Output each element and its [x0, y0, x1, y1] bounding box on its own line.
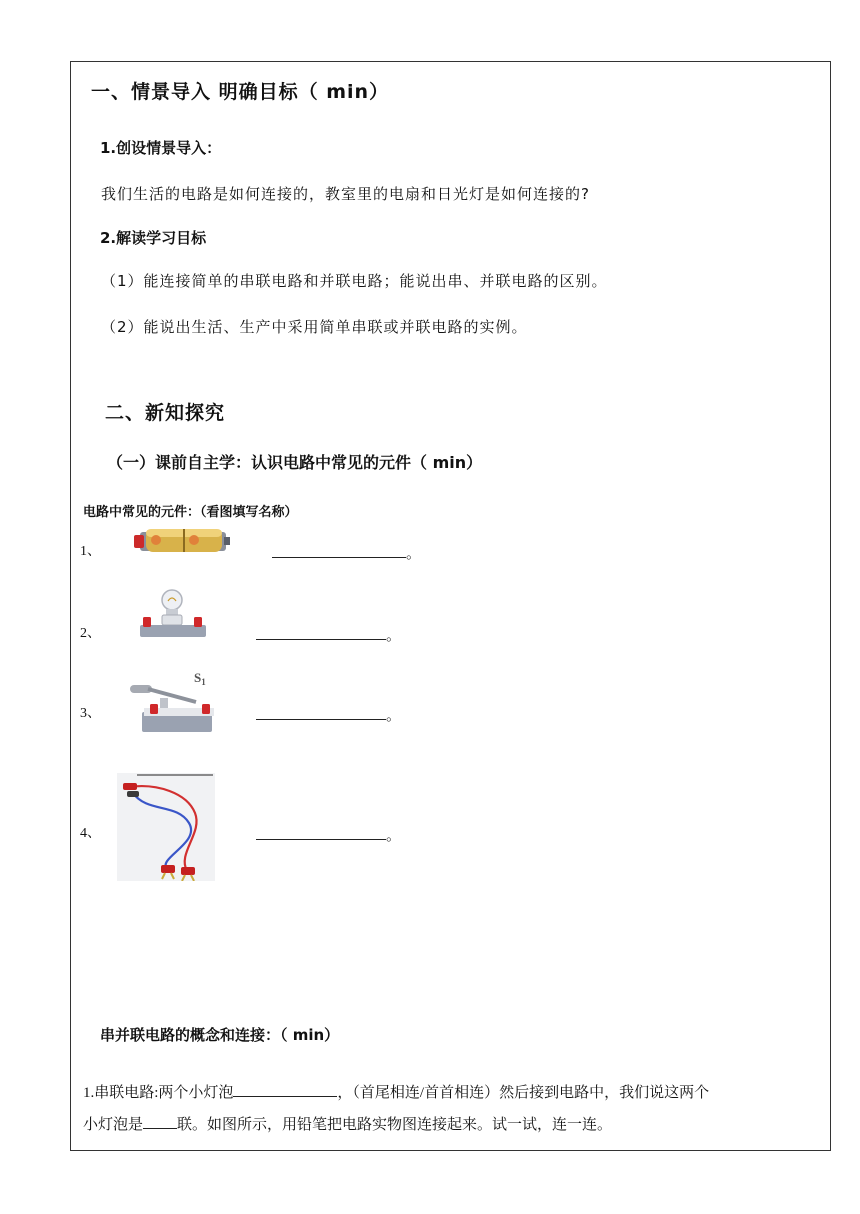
series-line-2: 小灯泡是 联。如图所示，用铅笔把电路实物图连接起来。试一试，连一连。: [83, 1113, 612, 1134]
answer-line-2[interactable]: 。: [256, 624, 401, 645]
bulb-holder-icon: [138, 585, 208, 640]
answer-line-1[interactable]: 。: [272, 542, 421, 563]
subheading-scenario: 1.创设情景导入：: [100, 139, 222, 157]
switch-icon: [126, 668, 216, 736]
goal-2: （2）能说出生活、生产中采用简单串联或并联电路的实例。: [101, 318, 528, 336]
battery-holder-icon: [132, 526, 232, 556]
blank-connection-type[interactable]: [143, 1114, 177, 1129]
blank-connection[interactable]: [233, 1082, 337, 1097]
answer-line-3[interactable]: 。: [256, 704, 401, 725]
section-heading-1: 一、情景导入 明确目标（ min）: [91, 81, 390, 103]
switch-label: $S_1$: [194, 670, 206, 687]
subheading-goals: 2.解读学习目标: [100, 229, 207, 247]
subheading-components: （一）课前自主学：认识电路中常见的元件（ min）: [107, 453, 483, 472]
item-number-3: 3、: [80, 706, 101, 721]
item-number-4: 4、: [80, 826, 101, 841]
item-number-1: 1、: [80, 544, 101, 559]
goal-1: （1）能连接简单的串联电路和并联电路；能说出串、并联电路的区别。: [101, 272, 608, 290]
wires-icon: [117, 773, 215, 881]
scenario-text: 我们生活的电路是如何连接的，教室里的电扇和日光灯是如何连接的?: [101, 185, 590, 203]
components-intro: 电路中常见的元件：（看图填写名称）: [83, 505, 298, 520]
item-number-2: 2、: [80, 626, 101, 641]
series-line-1: 1.串联电路:两个小灯泡 ，（首尾相连/首首相连）然后接到电路中，我们说这两个: [83, 1081, 709, 1102]
section-heading-2: 二、新知探究: [105, 402, 226, 424]
answer-line-4[interactable]: 。: [256, 824, 401, 845]
subheading-series-parallel: 串并联电路的概念和连接：（ min）: [100, 1026, 340, 1044]
